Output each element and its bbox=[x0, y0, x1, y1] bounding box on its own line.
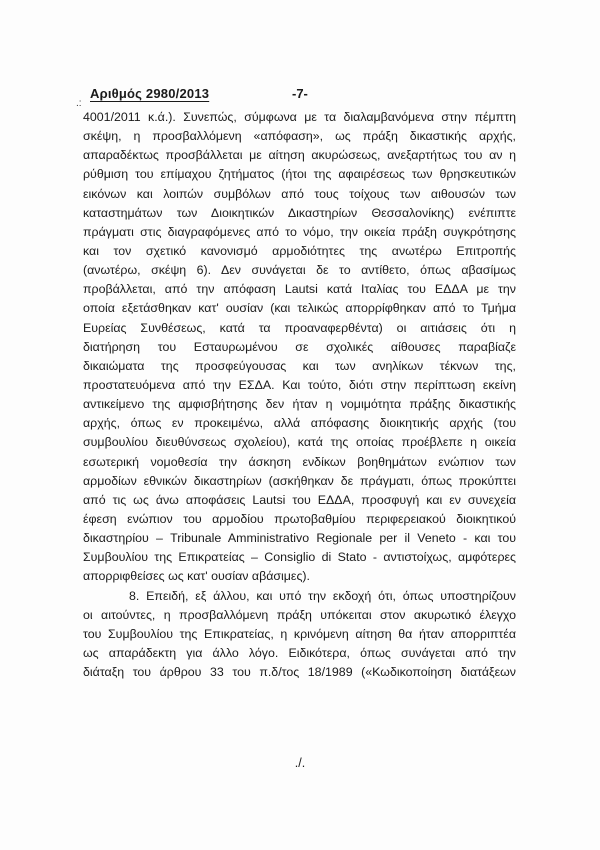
text-line: προβάλλεται, από την απόφαση Lautsi κατά Ιταλίας του ΕΔΔΑ με την bbox=[83, 282, 516, 297]
text-line: συμβουλίου διευθύνσεως σχολείου), κατά της οποίας προέβλεπε η οικεία bbox=[83, 435, 516, 450]
text-line: ως απαράδεκτη για άλλο λόγο. Ειδικότερα, όπως συνάγεται από την bbox=[83, 645, 516, 660]
text-line: 4001/2011 κ.ά.). Συνεπώς, σύμφωνα με τα διαλαμβανόμενα στην πέμπτη bbox=[83, 110, 516, 124]
text-line: διατήρηση του Εσταυρωμένου σε σχολικές αίθουσες παραβίαζε bbox=[83, 339, 516, 354]
text-line: διάταξη του άρθρου 33 του π.δ/τος 18/1989 («Κωδικοποίηση διατάξεων bbox=[83, 665, 516, 680]
page-number: -7- bbox=[292, 86, 308, 101]
text-line: απορριφθείσες ως κατ' ουσίαν αβάσιμες). bbox=[83, 569, 310, 584]
text-line: δικαιώματα της προσφεύγουσας και των ανηλίκων τέκνων της, bbox=[83, 358, 516, 373]
text-line: Ευρείας Συνθέσεως, κατά τα προαναφερθέντα) οι αιτιάσεις ότι η bbox=[83, 320, 516, 335]
text-line: σκέψη, η προσβαλλόμενη «απόφαση», ως πράξη δικαστικής αρχής, bbox=[83, 129, 516, 144]
text-line: ρύθμιση του επίμαχου ζητήματος (ήτοι της αφαιρέσεως των θρησκευτικών bbox=[83, 167, 516, 182]
text-line: Συμβουλίου της Επικρατείας – Consiglio di Stato - αντιστοίχως, αμφότερες bbox=[83, 550, 516, 565]
text-line: δικαστηρίου – Tribunale Amministrativo Regionale per il Veneto - και του bbox=[83, 531, 516, 546]
margin-mark: .: bbox=[76, 98, 82, 109]
text-line: καταστημάτων των Διοικητικών Δικαστηρίων Θεσσαλονίκης) ενέπιπτε bbox=[83, 205, 516, 220]
paragraph-8-start: 8. Επειδή, εξ άλλου, και υπό την εκδοχή ότι, όπως υποστηρίζουν bbox=[129, 588, 516, 603]
text-line: εικόνων και λοιπών συμβόλων από τους τοίχους των αιθουσών των bbox=[83, 186, 516, 201]
text-line: από τις ως άνω αποφάσεις Lautsi του ΕΔΔΑ, προσφυγή και εν συνεχεία bbox=[83, 492, 516, 507]
text-line: εσωτερική νομοθεσία την άσκηση ενδίκων βοηθημάτων ενώπιον των bbox=[83, 454, 516, 469]
text-line: έφεση ενώπιον του αρμοδίου πρωτοβαθμίου περιφερειακού διοικητικού bbox=[83, 511, 516, 526]
text-line: απαραδέκτως προσβάλλεται με αίτηση ακυρώσεως, ανεξαρτήτως του αν η bbox=[83, 148, 516, 163]
body-text bbox=[83, 108, 516, 682]
text-line: αρμοδίων εθνικών δικαστηρίων (ασκήθηκαν δε πράγματι, όπως προκύπτει bbox=[83, 473, 516, 488]
case-number: Αριθμός 2980/2013 bbox=[90, 86, 210, 101]
continuation-mark: ./. bbox=[294, 756, 306, 770]
text-line: οι αιτούντες, η προσβαλλόμενη πράξη υπόκειται στον ακυρωτικό έλεγχο bbox=[83, 607, 516, 622]
text-line: του Συμβουλίου της Επικρατείας, η κρινόμενη αίτηση θα ήταν απορριπτέα bbox=[83, 626, 516, 641]
text-line: αντικείμενο της αμφισβήτησης δεν ήταν η νομιμότητα πράξης δικαστικής bbox=[83, 397, 516, 412]
page-header bbox=[90, 86, 530, 108]
text-line: και τον σχετικό κανονισμό αρμοδιότητες της ανωτέρω Επιτροπής bbox=[83, 243, 516, 258]
text-line: προστατευόμενα από την ΕΣΔΑ. Και τούτο, διότι στην περίπτωση εκείνη bbox=[83, 377, 516, 392]
text-line: (ανωτέρω, σκέψη 6). Δεν συνάγεται δε το αντίθετο, όπως αβασίμως bbox=[83, 263, 516, 278]
text-line: οποία εξετάσθηκαν κατ' ουσίαν (και τελικώς απορρίφθηκαν από το Τμήμα bbox=[83, 301, 516, 316]
text-line: αρχής, όπως εν προκειμένω, αλλά απόφασης διοικητικής αρχής (του bbox=[83, 416, 516, 431]
text-line: πράγματι στις διαγραφόμενες από το νόμο, την οικεία πράξη συγκρότησης bbox=[83, 224, 516, 239]
